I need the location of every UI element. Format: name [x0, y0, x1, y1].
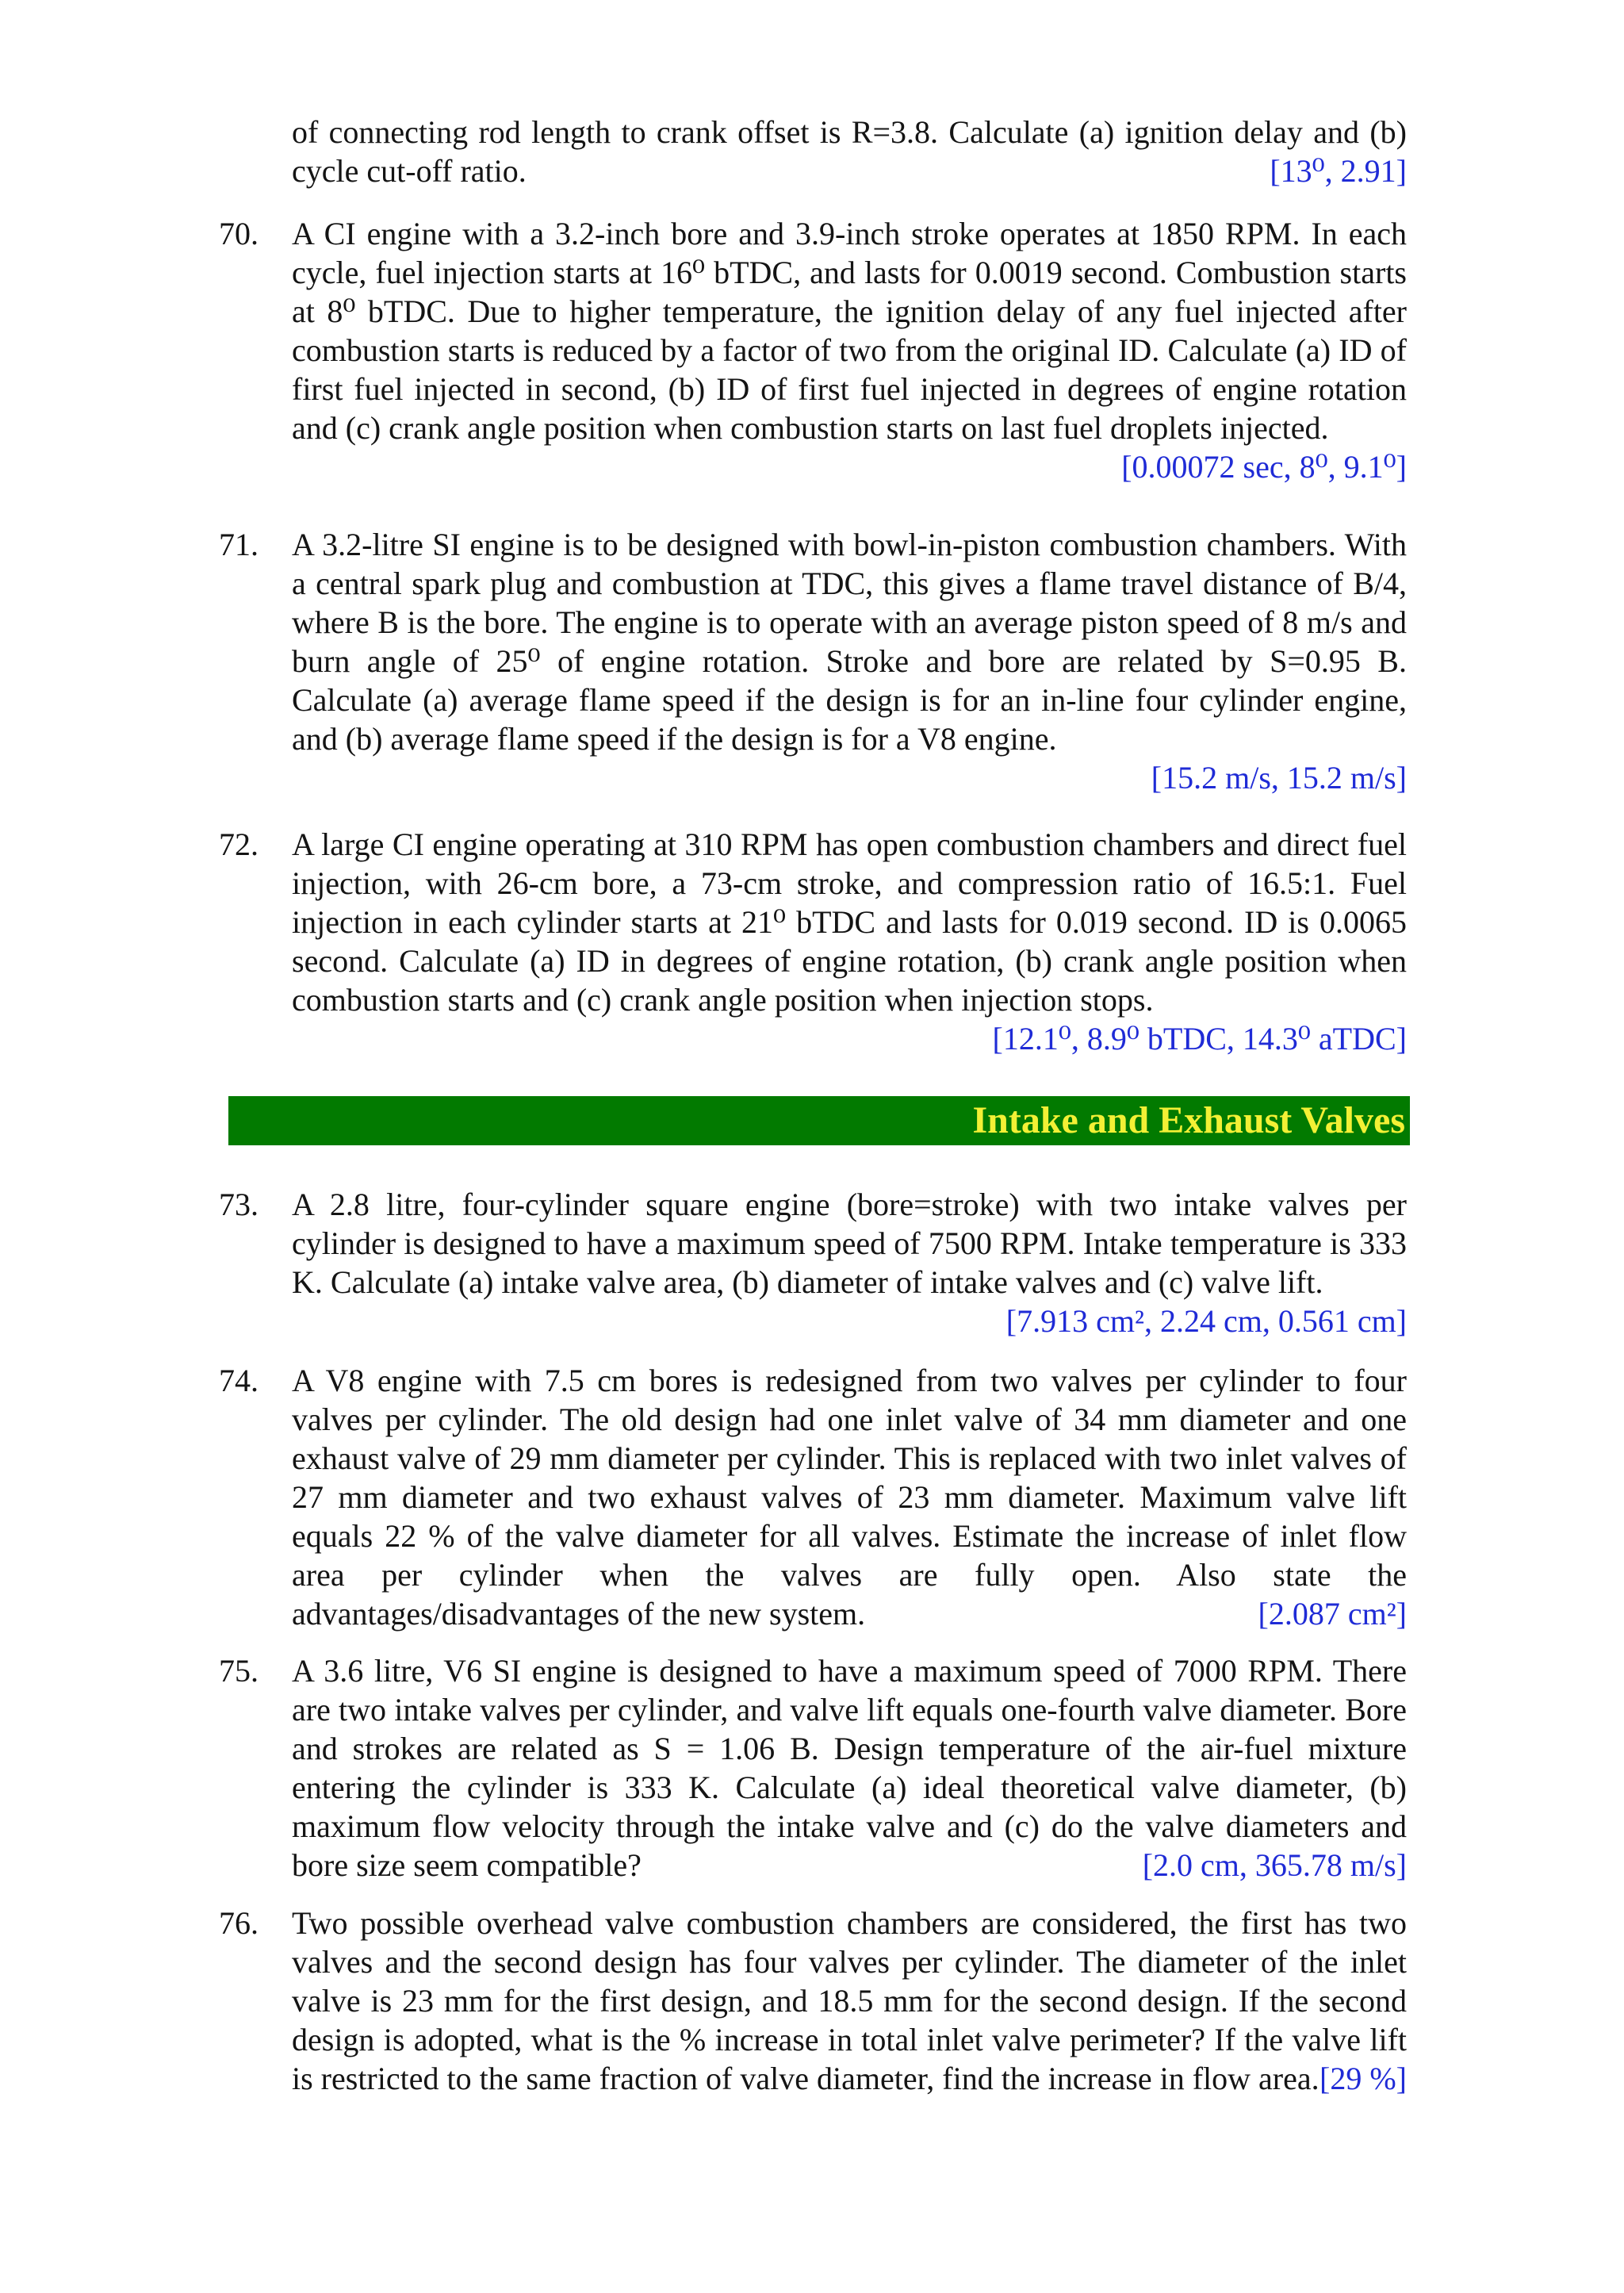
question-70-text: A CI engine with a 3.2-inch bore and 3.9-inch stroke operates at 1850 RPM. In each cycle, fuel injection starts at 16⁰ bTDC, and lasts for 0.0019 second. Combustion starts at 8⁰ bTDC. Due to higher temperature, the ignition delay of any fuel injected after combustion starts is reduced by a factor of two from the original ID. Calculate (a) ID of first fuel injected in second, (b) ID of first fuel injected in degrees of engine rotation and (c) crank angle position when combustion starts on last fuel droplets injected.	[292, 216, 1407, 446]
question-74-text: A V8 engine with 7.5 cm bores is redesigned from two valves per cylinder to four valves per cylinder. The old design had one inlet valve of 34 mm diameter and one exhaust valve of 29 mm diameter per cylinder. This is replaced with two inlet valves of 27 mm diameter and two exhaust valves of 23 mm diameter. Maximum valve lift equals 22 % of the valve diameter for all valves. Estimate the increase of inlet flow area per cylinder when the valves are fully open. Also state the advantages/disadvantages of the new system.	[292, 1363, 1407, 1632]
question-75-text: A 3.6 litre, V6 SI engine is designed to have a maximum speed of 7000 RPM. There are two intake valves per cylinder, and valve lift equals one-fourth valve diameter. Bore and strokes are related as S = 1.06 B. Design temperature of the air-fuel mixture entering the cylinder is 333 K. Calculate (a) ideal theoretical valve diameter, (b) maximum flow velocity through the intake valve and (c) do the valve diameters and bore size seem compatible?	[292, 1653, 1407, 1883]
question-75-number: 75.	[219, 1653, 259, 1689]
question-73-text: A 2.8 litre, four-cylinder square engine (bore=stroke) with two intake valves per cylinder is designed to have a maximum speed of 7500 RPM. Intake temperature is 333 K. Calculate (a) intake valve area, (b) diameter of intake valves and (c) valve lift.	[292, 1187, 1407, 1300]
question-76-number: 76.	[219, 1905, 259, 1941]
question-76	[292, 1904, 1407, 2098]
question-71	[292, 525, 1407, 797]
question-74-number: 74.	[219, 1363, 259, 1398]
question-69-text: of connecting rod length to crank offset is R=3.8. Calculate (a) ignition delay and (b) cycle cut-off ratio.	[292, 114, 1407, 189]
question-72-number: 72.	[219, 826, 259, 862]
question-71-text: A 3.2-litre SI engine is to be designed with bowl-in-piston combustion chambers. With a central spark plug and combustion at TDC, this gives a flame travel distance of B/4, where B is the bore. The engine is to operate with an average piston speed of 8 m/s and burn angle of 25⁰ of engine rotation. Stroke and bore are related by S=0.95 B. Calculate (a) average flame speed if the design is for an in-line four cylinder engine, and (b) average flame speed if the design is for a V8 engine.	[292, 527, 1407, 757]
question-72-text: A large CI engine operating at 310 RPM has open combustion chambers and direct fuel injection, with 26-cm bore, a 73-cm stroke, and compression ratio of 16.5:1. Fuel injection in each cylinder starts at 21⁰ bTDC and lasts for 0.019 second. ID is 0.0065 second. Calculate (a) ID in degrees of engine rotation, (b) crank angle position when combustion starts and (c) crank angle position when injection stops.	[292, 826, 1407, 1018]
question-75	[292, 1651, 1407, 1885]
question-69-answer: [13⁰, 2.91]	[1270, 153, 1407, 189]
question-76-text: Two possible overhead valve combustion chambers are considered, the first has two valves and the second design has four valves per cylinder. The diameter of the inlet valve is 23 mm for the first design, and 18.5 mm for the second design. If the second design is adopted, what is the % increase in total inlet valve perimeter? If the valve lift is restricted to the same fraction of valve diameter, find the increase in flow area.	[292, 1905, 1407, 2096]
question-75-answer: [2.0 cm, 365.78 m/s]	[1142, 1847, 1407, 1883]
question-71-number: 71.	[219, 527, 259, 562]
question-69-continuation	[292, 113, 1407, 190]
question-76-answer: [29 %]	[1320, 2061, 1407, 2096]
section-title: Intake and Exhaust Valves	[972, 1099, 1405, 1141]
question-74	[292, 1361, 1407, 1633]
question-70-answer: [0.00072 sec, 8⁰, 9.1⁰]	[1121, 449, 1407, 485]
question-70-number: 70.	[219, 216, 259, 251]
question-74-answer: [2.087 cm²]	[1258, 1596, 1407, 1632]
question-72	[292, 825, 1407, 1058]
question-70	[292, 214, 1407, 486]
question-73-number: 73.	[219, 1187, 259, 1222]
question-73-answer: [7.913 cm², 2.24 cm, 0.561 cm]	[1005, 1303, 1407, 1339]
question-72-answer: [12.1⁰, 8.9⁰ bTDC, 14.3⁰ aTDC]	[992, 1021, 1407, 1056]
question-71-answer: [15.2 m/s, 15.2 m/s]	[1151, 760, 1407, 796]
section-header-bar	[228, 1096, 1410, 1145]
question-73	[292, 1185, 1407, 1340]
